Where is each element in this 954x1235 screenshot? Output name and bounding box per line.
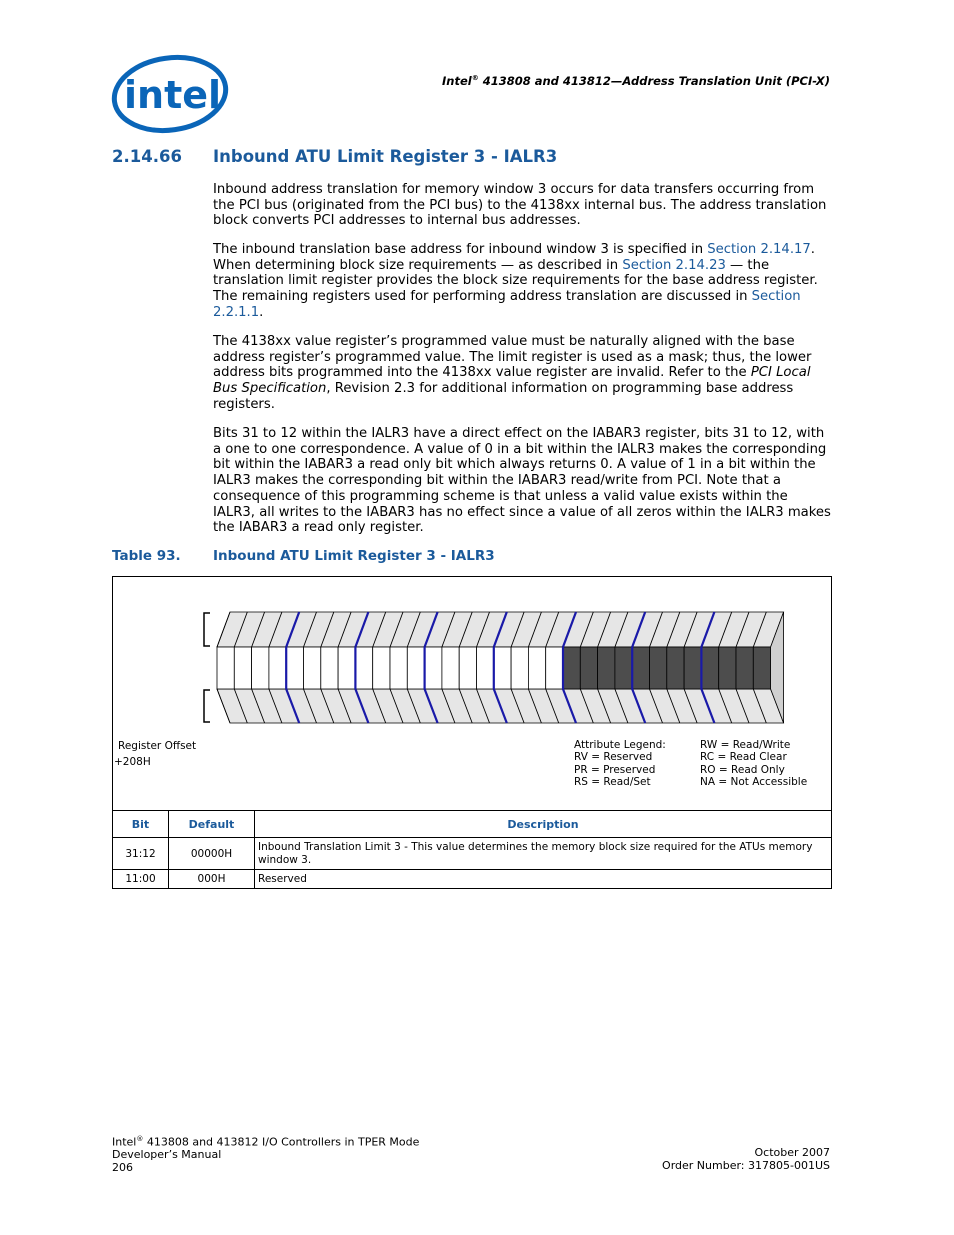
section-link-2-14-17[interactable]: Section 2.14.17 <box>707 242 811 257</box>
bit-cell-2 <box>719 647 736 689</box>
bit-cell-29 <box>252 647 269 689</box>
bit-cell-1 <box>736 647 753 689</box>
bit-cell-28 <box>269 647 286 689</box>
spec-title: PCI Local Bus Specification <box>213 365 811 397</box>
bit-cell-10 <box>580 647 597 689</box>
bit-cell-13 <box>528 647 545 689</box>
bit-cell-31 <box>217 647 234 689</box>
paragraph-4: Bits 31 to 12 within the IALR3 have a direct effect on the IABAR3 register, bits 31 to 12, with a one to one correspondence. A value of 0 in a bit within the IALR3 makes the corresponding bit within the IABAR3 a read only bit which always returns 0. A value of 1 in a bit within the IALR3 makes the corresponding bit within the IABAR3 read/write from PCI. Note that a consequence of this programming scheme is that unless a valid value exists within the IALR3, all writes to the IABAR3 has no effect since a value of all zeros within the IALR3 makes the IABAR3 a read only register. <box>213 426 831 536</box>
bit-cell-22 <box>373 647 390 689</box>
section-number: 2.14.66 <box>112 147 182 166</box>
bit-cell-25 <box>321 647 338 689</box>
intel-logo <box>108 50 230 134</box>
legend-entry: RS = Read/Set <box>574 775 651 788</box>
legend-entry: NA = Not Accessible <box>700 775 808 788</box>
footer-page-number: 206 <box>112 1160 133 1174</box>
bit-cell-11 <box>563 647 580 689</box>
bit-cell-15 <box>494 647 511 689</box>
paragraph-3: The 4138xx value register’s programmed value must be naturally aligned with the base address register’s programmed value. The limit register is used as a mask; thus, the lower address bits programmed into the 4138xx value register are invalid. Refer to the PCI Local Bus Specification, Revision 2.3 for additional information on programming base address registers. <box>213 334 812 412</box>
bit-cell-30 <box>234 647 251 689</box>
bracket-top <box>204 613 210 646</box>
table-number: Table 93. <box>112 548 181 564</box>
table-row <box>113 870 832 889</box>
paragraph-1: Inbound address translation for memory window 3 occurs for data transfers occurring from the PCI bus (originated from the PCI bus) to the 4138xx internal bus. The address translation block converts PCI addresses to internal bus addresses. <box>213 182 827 229</box>
attribute-legend-col1 <box>574 739 666 788</box>
bit-cell-7 <box>632 647 649 689</box>
register-bit-diagram <box>200 610 790 726</box>
register-offset-label: Register Offset <box>118 740 197 752</box>
footer-right <box>560 1147 830 1172</box>
cell-default: 00000H <box>169 838 255 870</box>
bit-cell-20 <box>407 647 424 689</box>
footer-order-number: Order Number: 317805-001US <box>662 1158 830 1172</box>
footer-doc-type: Developer’s Manual <box>112 1148 222 1162</box>
table-header-row <box>113 811 832 838</box>
legend-entry: Attribute Legend: <box>574 739 666 751</box>
paragraph-2: The inbound translation base address for inbound window 3 is specified in Section 2.14.17. When determining block size requirements — as described in Section 2.14.23 — the translation limit register provides the block size requirements for the base address register. The remaining registers used for performing address translation are discussed in Section 2.2.1.1. <box>213 242 818 320</box>
legend-entry: PR = Preserved <box>574 763 656 776</box>
cell-bit: 11:00 <box>113 870 169 889</box>
header-default: Default <box>169 811 255 838</box>
footer-left <box>112 1133 419 1174</box>
header-description: Description <box>255 811 832 838</box>
legend-entry: RC = Read Clear <box>700 751 787 764</box>
bit-cell-23 <box>355 647 372 689</box>
legend-entry: RV = Reserved <box>574 751 653 764</box>
bit-cell-19 <box>425 647 442 689</box>
bit-cell-0 <box>753 647 770 689</box>
footer-date: October 2007 <box>754 1146 830 1159</box>
bit-cell-17 <box>459 647 476 689</box>
header-bit: Bit <box>113 811 169 838</box>
bit-cell-18 <box>442 647 459 689</box>
footer-product: Intel® 413808 and 413812 I/O Controllers in TPER Mode <box>112 1135 420 1149</box>
legend-entry: RW = Read/Write <box>700 739 791 751</box>
bit-cell-12 <box>546 647 563 689</box>
cell-description: Inbound Translation Limit 3 - This value determines the memory block size required for the ATUs memory window 3. <box>255 838 832 870</box>
logo-text: intel <box>124 73 222 117</box>
cell-bit: 31:12 <box>113 838 169 870</box>
register-field-table <box>112 810 832 889</box>
section-title: Inbound ATU Limit Register 3 - IALR3 <box>213 147 558 166</box>
legend-entry: RO = Read Only <box>700 763 785 776</box>
bit-cell-8 <box>615 647 632 689</box>
bit-cell-4 <box>684 647 701 689</box>
bit-cell-27 <box>286 647 303 689</box>
bit-cell-16 <box>477 647 494 689</box>
bit-cell-6 <box>650 647 667 689</box>
bracket-bottom <box>204 690 210 722</box>
running-head: Intel® 413808 and 413812—Address Translation Unit (PCI-X) <box>442 74 830 88</box>
bit-cell-14 <box>511 647 528 689</box>
section-link-2-2-1-1[interactable]: Section 2.2.1.1 <box>213 289 801 320</box>
register-offset-value: +208H <box>114 756 151 768</box>
bit-cell-5 <box>667 647 684 689</box>
cell-default: 000H <box>169 870 255 889</box>
bit-cell-26 <box>304 647 321 689</box>
bit-cell-24 <box>338 647 355 689</box>
bit-cell-9 <box>598 647 615 689</box>
table-title: Inbound ATU Limit Register 3 - IALR3 <box>213 548 495 564</box>
bit-cell-3 <box>701 647 718 689</box>
bit-cell-21 <box>390 647 407 689</box>
table-row <box>113 838 832 870</box>
attribute-legend-col2 <box>700 739 807 788</box>
section-link-2-14-23[interactable]: Section 2.14.23 <box>622 257 726 273</box>
cell-description: Reserved <box>255 870 832 889</box>
